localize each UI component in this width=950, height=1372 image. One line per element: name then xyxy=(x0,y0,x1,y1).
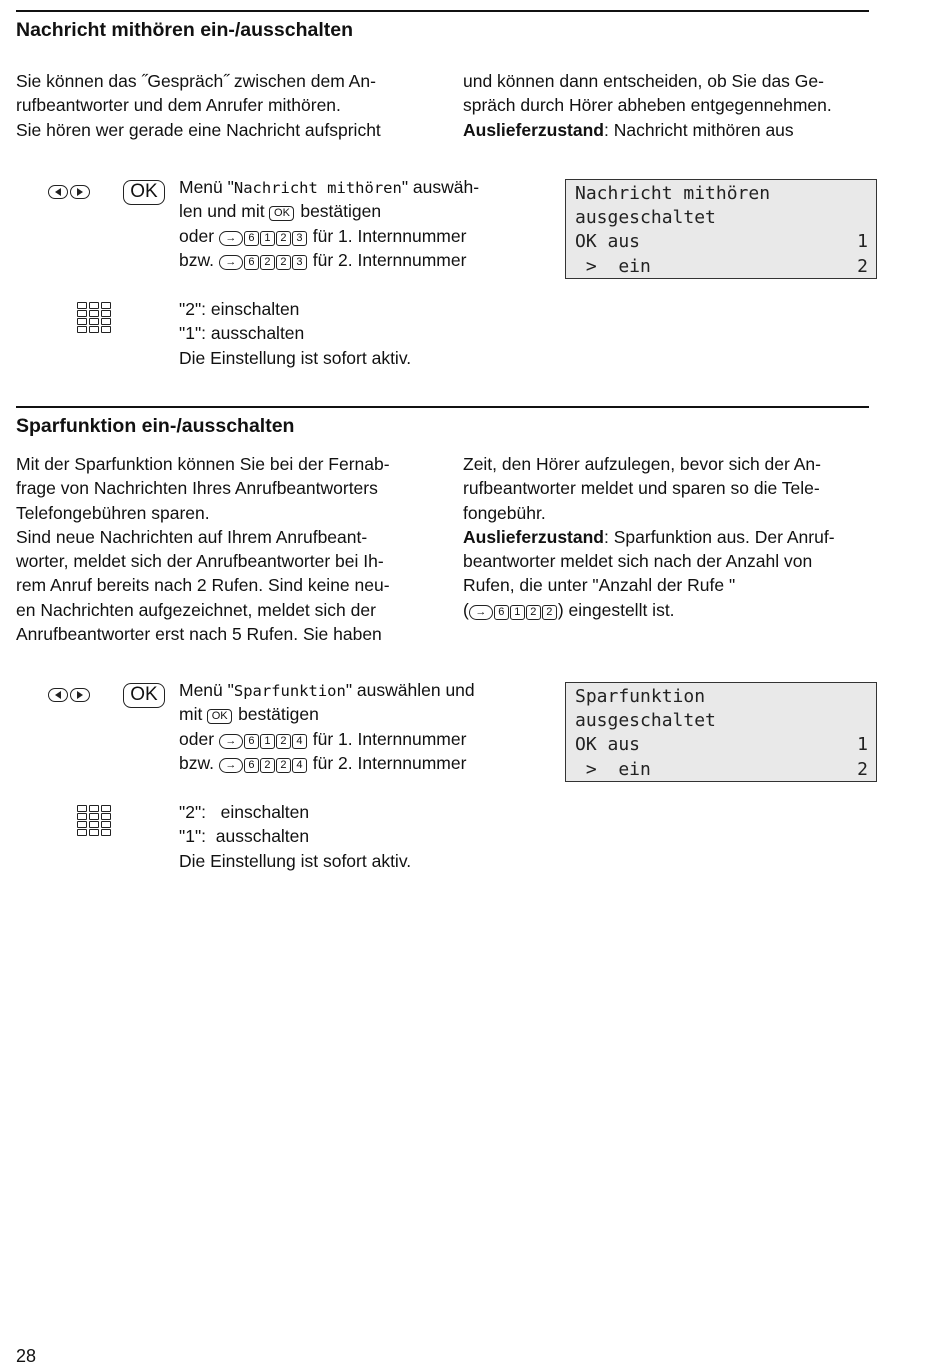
display-line: ausgeschaltet xyxy=(575,710,716,732)
digit-key: 2 xyxy=(276,255,291,270)
instruction-line: "1": ausschalten xyxy=(179,826,310,847)
digit-key: 2 xyxy=(260,255,275,270)
digit-key: 6 xyxy=(244,758,259,773)
arrow-key-icon: → xyxy=(219,255,243,270)
bzw-text: bzw. xyxy=(179,249,219,270)
display-option-aus xyxy=(575,733,868,757)
internnummer-text: für 2. Internnummer xyxy=(307,249,467,270)
digit-key: 6 xyxy=(244,734,259,749)
ref-open: ( xyxy=(463,599,469,620)
confirm-text: bestätigen xyxy=(295,201,382,222)
option-number: 2 xyxy=(857,255,868,277)
intro-right-column xyxy=(463,452,883,622)
intro-left-column xyxy=(16,452,446,646)
internnummer-text: für 1. Internnummer xyxy=(307,225,467,246)
digit-key: 2 xyxy=(542,605,557,620)
option-label: OK aus xyxy=(575,734,641,756)
menu-suffix: " auswäh- xyxy=(401,177,480,197)
display-option-aus xyxy=(575,230,868,254)
arrow-key-icon: → xyxy=(219,758,243,773)
text-line: rufbeantworter meldet und sparen so die Tele- xyxy=(463,478,820,499)
instruction-line: Die Einstellung ist sofort aktiv. xyxy=(179,347,412,368)
default-state xyxy=(463,118,883,142)
default-state-label: Auslieferzustand xyxy=(463,526,604,547)
option-label: > ein xyxy=(575,758,651,780)
ref-close: ) eingestellt ist. xyxy=(557,599,675,620)
digit-key: 2 xyxy=(276,231,291,246)
instruction-line: "2": einschalten xyxy=(179,299,300,319)
option-number: 1 xyxy=(857,231,868,253)
left-right-arrow-keys-icon xyxy=(48,688,90,702)
digit-key: 4 xyxy=(292,734,307,749)
text-line: rem Anruf bereits nach 2 Rufen. Sind keine neu- xyxy=(16,575,390,596)
option-label: OK aus xyxy=(575,231,641,253)
text-line: Rufen, die unter "Anzahl der Rufe " xyxy=(463,575,736,596)
text-line: spräch durch Hörer abheben entgegennehmen. xyxy=(463,95,832,116)
text-line: Sie können das ˝Gespräch˝ zwischen dem An- xyxy=(16,71,376,91)
section-title: Nachricht mithören ein-/ausschalten xyxy=(16,19,353,41)
display-line: Sparfunktion xyxy=(575,686,706,707)
menu-suffix: " auswählen und xyxy=(345,680,475,700)
menu-name: Nachricht mithören xyxy=(233,179,402,197)
digit-key: 3 xyxy=(292,255,307,270)
option-number: 1 xyxy=(857,734,868,756)
display-line: ausgeschaltet xyxy=(575,207,716,229)
confirm-text: len und mit xyxy=(179,201,270,222)
ok-key-icon: OK xyxy=(269,206,294,221)
menu-instruction xyxy=(179,175,479,272)
reference-line xyxy=(463,598,883,622)
instruction-line: "2": einschalten xyxy=(179,802,310,822)
ok-key-icon: OK xyxy=(207,709,232,724)
digit-key: 6 xyxy=(244,231,259,246)
text-line: rufbeantworter und dem Anrufer mithören. xyxy=(16,95,341,116)
digit-key: 6 xyxy=(494,605,509,620)
default-state xyxy=(463,525,883,549)
internnummer-text: für 1. Internnummer xyxy=(307,728,467,749)
text-line: Zeit, den Hörer aufzulegen, bevor sich der An- xyxy=(463,454,821,474)
text-line: fongebühr. xyxy=(463,502,546,523)
intro-right-column xyxy=(463,69,883,142)
text-line: Telefongebühren sparen. xyxy=(16,502,210,523)
digit-key: 2 xyxy=(526,605,541,620)
left-right-arrow-keys-icon xyxy=(48,185,90,199)
intro-left-column xyxy=(16,69,446,142)
display-option-ein xyxy=(575,255,868,279)
arrow-key-icon: → xyxy=(219,734,243,749)
section-title: Sparfunktion ein-/ausschalten xyxy=(16,415,295,437)
confirm-text: mit xyxy=(179,704,208,725)
display-line: Nachricht mithören xyxy=(575,183,771,204)
digit-key: 3 xyxy=(292,231,307,246)
digit-key: 2 xyxy=(276,734,291,749)
text-line: und können dann entscheiden, ob Sie das Ge- xyxy=(463,71,824,91)
text-line: beantworter meldet sich nach der Anzahl von xyxy=(463,551,813,572)
text-line: worter, meldet sich der Anrufbeantworter bei Ih- xyxy=(16,551,384,572)
confirm-text: bestätigen xyxy=(233,704,319,725)
text-line: Sie hören wer gerade eine Nachricht aufspricht xyxy=(16,119,381,140)
digit-key: 2 xyxy=(260,758,275,773)
page-number: 28 xyxy=(16,1346,37,1366)
digit-key: 1 xyxy=(260,231,275,246)
digit-key: 6 xyxy=(244,255,259,270)
menu-prefix: Menü " xyxy=(179,177,234,197)
text-line: Anrufbeantworter erst nach 5 Rufen. Sie haben xyxy=(16,624,382,645)
digit-key: 2 xyxy=(276,758,291,773)
keypad-instruction xyxy=(179,297,411,370)
option-label: > ein xyxy=(575,255,651,277)
default-state-label: Auslieferzustand xyxy=(463,119,604,140)
keypad-icon xyxy=(77,302,111,333)
default-state-text: : Nachricht mithören aus xyxy=(604,119,794,140)
digit-key: 1 xyxy=(510,605,525,620)
arrow-key-icon: → xyxy=(469,605,493,620)
instruction-line: "1": ausschalten xyxy=(179,323,305,344)
digit-key: 1 xyxy=(260,734,275,749)
text-line: Sind neue Nachrichten auf Ihrem Anrufbeant- xyxy=(16,526,368,547)
keypad-icon xyxy=(77,805,111,836)
text-line: frage von Nachrichten Ihres Anrufbeantworters xyxy=(16,478,378,499)
lcd-display xyxy=(565,682,877,782)
lcd-display xyxy=(565,179,877,279)
internnummer-text: für 2. Internnummer xyxy=(307,752,467,773)
arrow-key-icon: → xyxy=(219,231,243,246)
section-sparfunktion xyxy=(16,406,869,886)
menu-instruction xyxy=(179,678,475,775)
bzw-text: bzw. xyxy=(179,752,219,773)
oder-text: oder xyxy=(179,728,219,749)
default-state-text: : Sparfunktion aus. Der Anruf- xyxy=(604,526,835,547)
menu-prefix: Menü " xyxy=(179,680,234,700)
menu-name: Sparfunktion xyxy=(233,682,346,700)
ok-key-icon: OK xyxy=(123,683,165,708)
text-line: Mit der Sparfunktion können Sie bei der Fernab- xyxy=(16,454,390,474)
oder-text: oder xyxy=(179,225,219,246)
keypad-instruction xyxy=(179,800,411,873)
display-option-ein xyxy=(575,758,868,782)
ok-key-icon: OK xyxy=(123,180,165,205)
option-number: 2 xyxy=(857,758,868,780)
text-line: en Nachrichten aufgezeichnet, meldet sich der xyxy=(16,599,376,620)
section-nachricht-mithoeren xyxy=(16,10,869,370)
section-rule xyxy=(16,406,869,408)
digit-key: 4 xyxy=(292,758,307,773)
section-rule xyxy=(16,10,869,12)
instruction-line: Die Einstellung ist sofort aktiv. xyxy=(179,850,412,871)
